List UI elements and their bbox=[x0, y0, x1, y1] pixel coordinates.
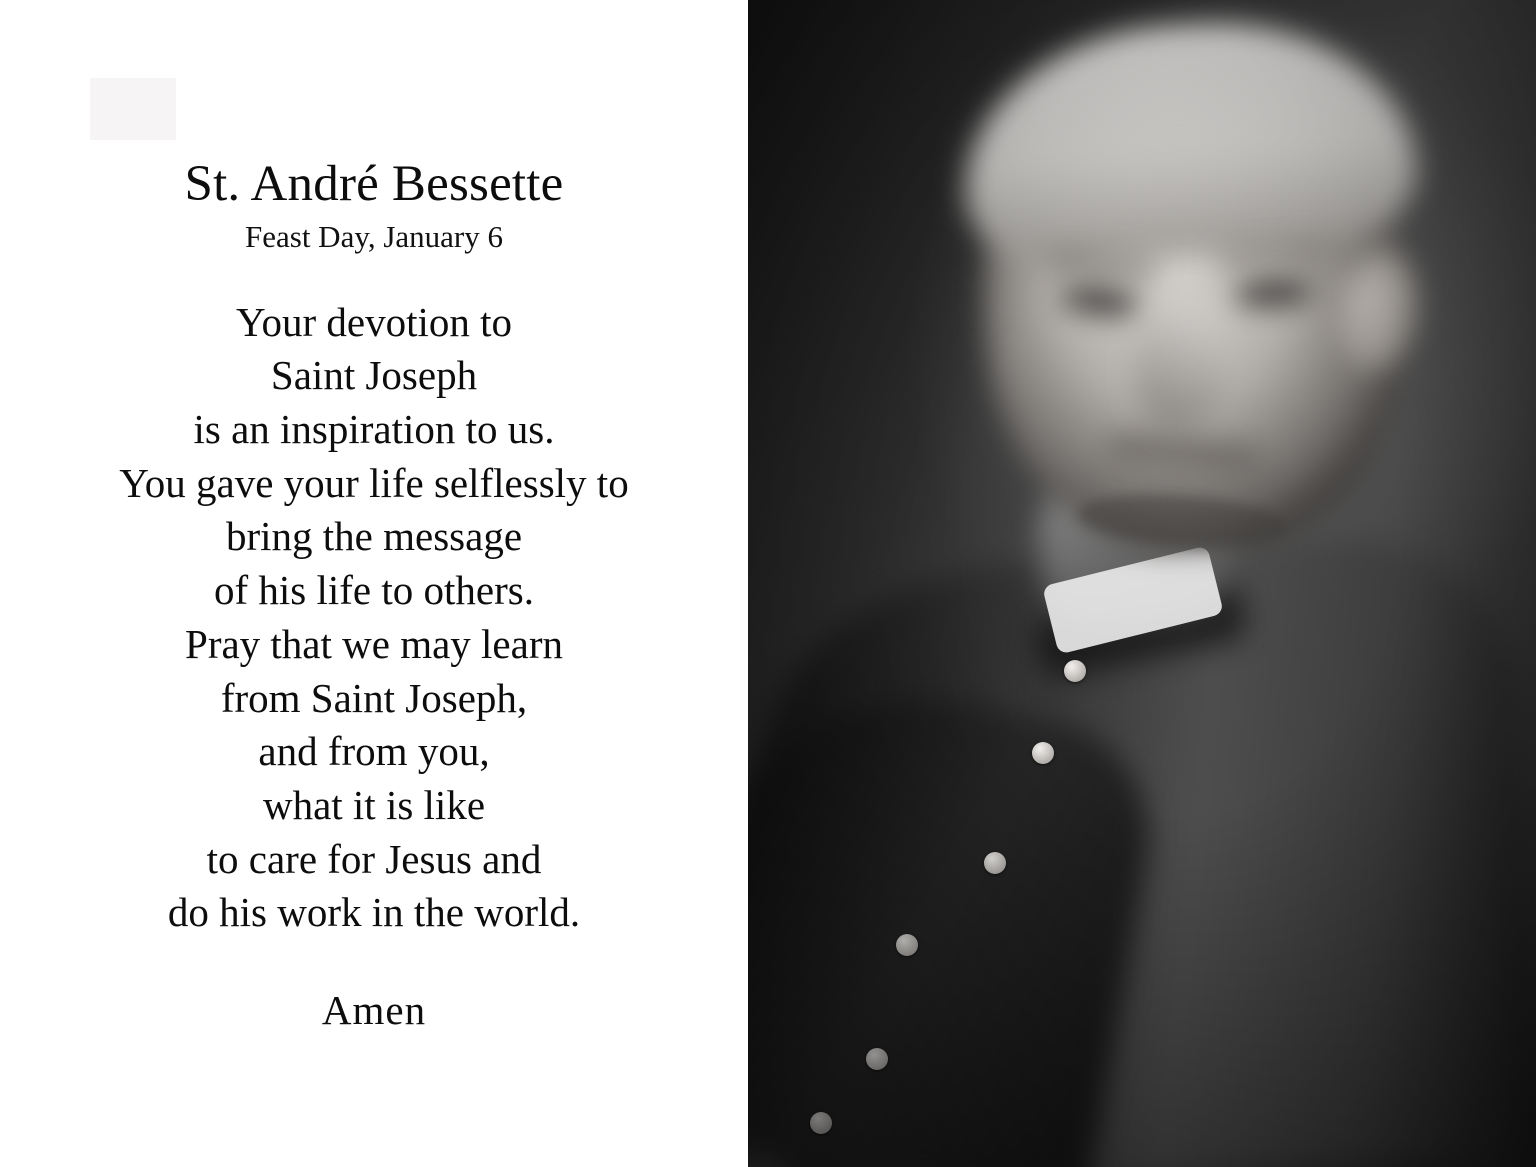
button-dot bbox=[984, 852, 1006, 874]
prayer-line: do his work in the world. bbox=[167, 889, 581, 936]
prayer-closing: Amen bbox=[321, 987, 427, 1034]
prayer-line: of his life to others. bbox=[214, 567, 534, 614]
photo-figure bbox=[748, 0, 1536, 1167]
hair-shape bbox=[955, 9, 1422, 270]
feast-day: Feast Day, January 6 bbox=[245, 218, 503, 254]
prayer-line: and from you, bbox=[258, 728, 490, 775]
prayer-text-panel bbox=[0, 0, 748, 1167]
prayer-line: is an inspiration to us. bbox=[193, 406, 555, 453]
saint-name: St. André Bessette bbox=[184, 156, 564, 212]
button-dot bbox=[1032, 742, 1054, 764]
button-dot bbox=[866, 1048, 888, 1070]
prayer-line: what it is like bbox=[262, 781, 486, 828]
saint-portrait-photo bbox=[748, 0, 1536, 1167]
prayer-line: to care for Jesus and bbox=[206, 835, 542, 882]
prayer-line: bring the message bbox=[225, 513, 523, 560]
prayer-line: Your devotion to bbox=[235, 298, 513, 345]
paper-smudge bbox=[90, 78, 176, 140]
prayer-line: from Saint Joseph, bbox=[220, 674, 528, 721]
prayer-line: Pray that we may learn bbox=[185, 620, 563, 667]
prayer-line: Saint Joseph bbox=[270, 352, 478, 399]
prayer-body bbox=[24, 296, 724, 940]
button-dot bbox=[810, 1112, 832, 1134]
button-dot bbox=[1064, 660, 1086, 682]
prayer-line: You gave your life selflessly to bbox=[119, 459, 629, 506]
button-dot bbox=[896, 934, 918, 956]
